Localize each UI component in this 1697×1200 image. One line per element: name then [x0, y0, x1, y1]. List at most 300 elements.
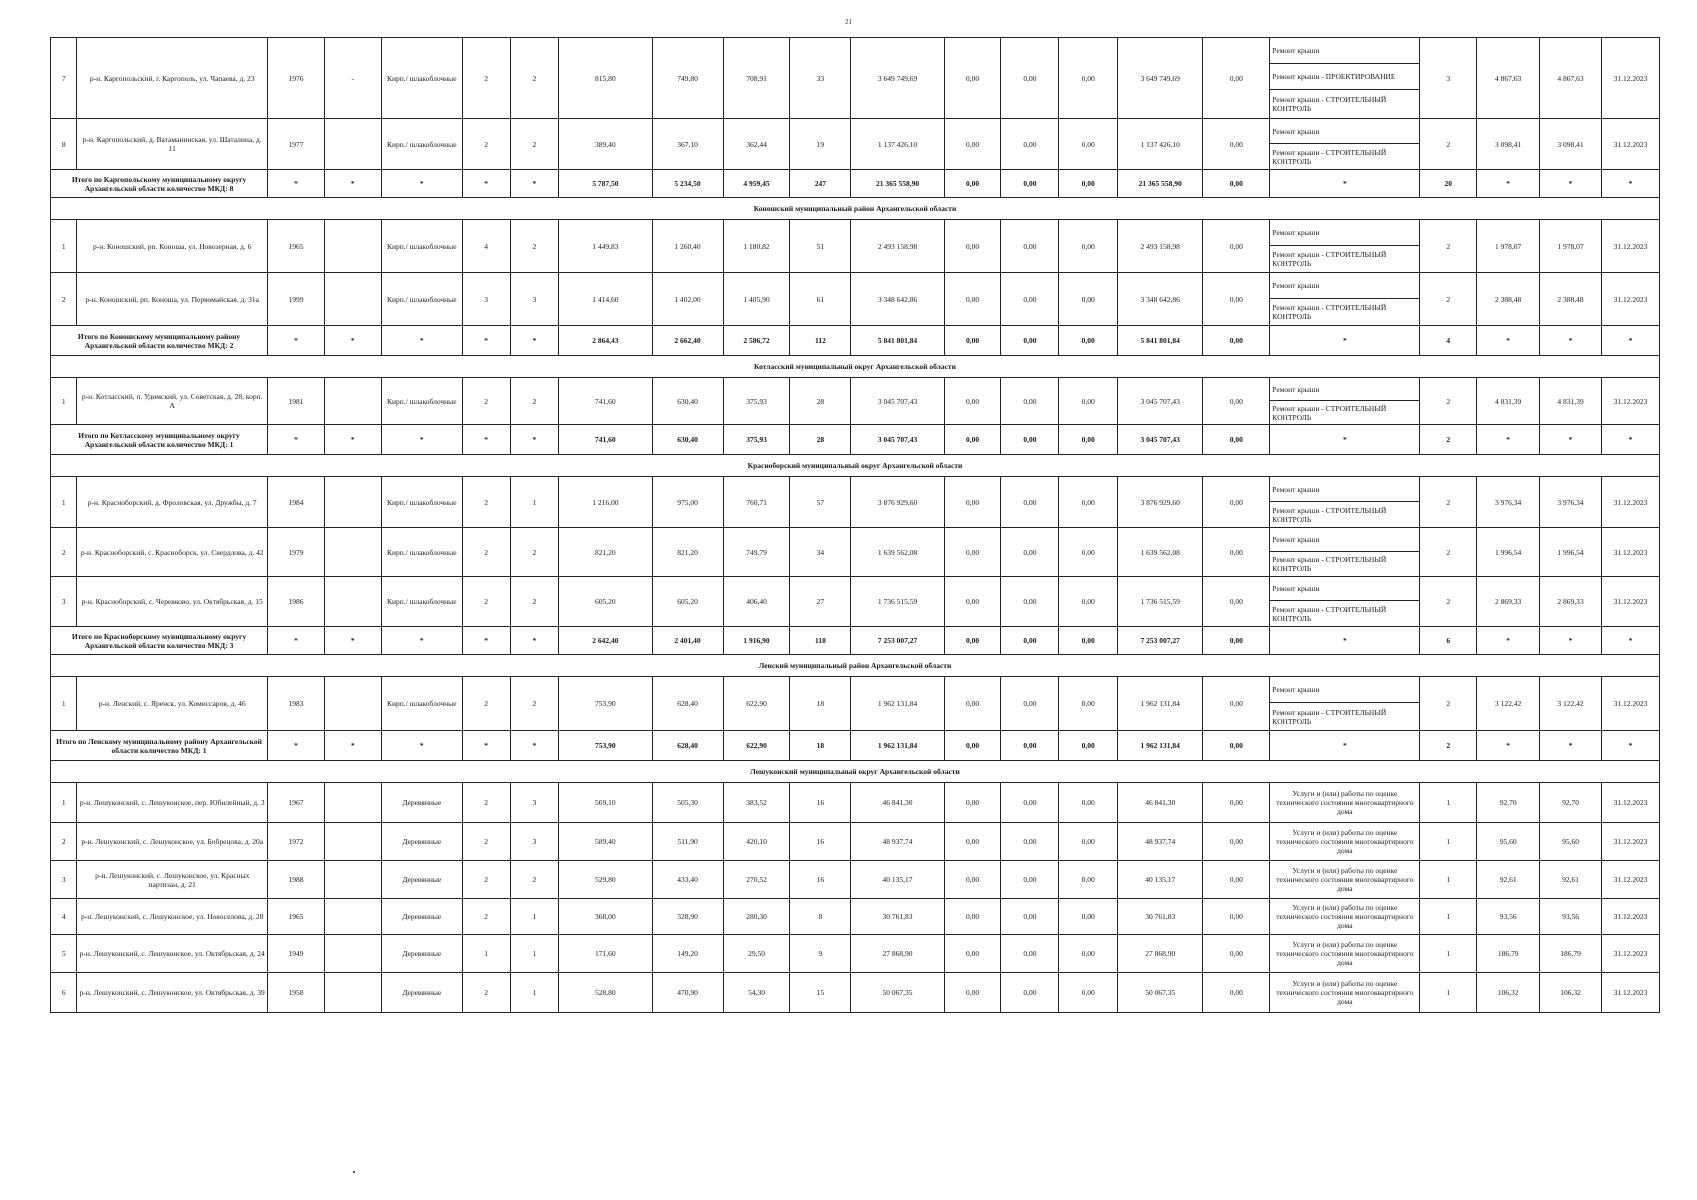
entrances-cell: 1 — [510, 935, 559, 973]
row-number: 3 — [51, 577, 77, 627]
fund-1-cell: 0,00 — [944, 861, 1001, 899]
year-cell: 1958 — [268, 973, 325, 1013]
table-row — [51, 220, 1660, 273]
fund-1-cell: 0,00 — [944, 326, 1001, 356]
fund-3-cell: 0,00 — [1059, 627, 1118, 655]
placeholder-cell: * — [381, 170, 462, 198]
fund-3-cell: 0,00 — [1059, 425, 1118, 455]
cost-cell: 5 841 801,84 — [851, 326, 944, 356]
section-header-row — [51, 761, 1660, 783]
works-cell: Услуги и (или) работы по оценке технического состояния многоквартирного дома — [1270, 899, 1420, 935]
fund-5-cell: 0,00 — [1203, 861, 1270, 899]
residents-cell: 8 — [790, 899, 851, 935]
address-cell: р-н. Лешуконский, с. Лешуконское, ул. Октябрьская, д. 39 — [77, 973, 268, 1013]
fund-4-cell: 1 962 131,84 — [1118, 677, 1203, 731]
mark-cell — [324, 935, 381, 973]
fund-4-cell: 5 841 801,84 — [1118, 326, 1203, 356]
residents-cell: 57 — [790, 477, 851, 528]
max-price-cell: 95,60 — [1540, 823, 1602, 861]
fund-5-cell: 0,00 — [1203, 425, 1270, 455]
unit-price-cell: 92,70 — [1477, 783, 1540, 823]
section-header-row — [51, 655, 1660, 677]
fund-1-cell: 0,00 — [944, 170, 1001, 198]
cost-cell: 1 137 426,10 — [851, 119, 944, 170]
row-number: 3 — [51, 861, 77, 899]
fund-1-cell: 0,00 — [944, 378, 1001, 425]
address-cell: р-н. Лешуконский, с. Лешуконское, ул. Красных партизан, д. 21 — [77, 861, 268, 899]
max-price-cell: 3 122,42 — [1540, 677, 1602, 731]
work-count-cell: 2 — [1420, 119, 1477, 170]
address-cell: р-н. Лешуконский, с. Лешуконское, ул. Новоселова, д. 28 — [77, 899, 268, 935]
fund-1-cell: 0,00 — [944, 577, 1001, 627]
placeholder-cell: * — [1270, 326, 1420, 356]
work-count-cell: 1 — [1420, 861, 1477, 899]
entrances-cell: 2 — [510, 861, 559, 899]
capital-repair-table — [50, 37, 1660, 1013]
fund-2-cell: 0,00 — [1001, 783, 1059, 823]
fund-4-cell: 21 365 558,90 — [1118, 170, 1203, 198]
owned-area-cell: 2 586,72 — [723, 326, 790, 356]
fund-1-cell: 0,00 — [944, 220, 1001, 273]
cost-cell: 21 365 558,90 — [851, 170, 944, 198]
address-cell: р-н. Красноборский, д. Фроловская, ул. Дружбы, д. 7 — [77, 477, 268, 528]
works-cell — [1270, 38, 1420, 119]
fund-3-cell: 0,00 — [1059, 577, 1118, 627]
fund-2-cell: 0,00 — [1001, 973, 1059, 1013]
walls-cell: Кирп./ шлакоблочные — [381, 273, 462, 326]
works-cell — [1270, 119, 1420, 170]
walls-cell: Деревянные — [381, 899, 462, 935]
total-label: Итого по Ленскому муниципальному району Архангельской области количество МКД: 1 — [51, 731, 268, 761]
year-cell: 1972 — [268, 823, 325, 861]
cost-cell: 3 649 749,69 — [851, 38, 944, 119]
unit-price-cell: 4 867,63 — [1477, 38, 1540, 119]
section-title: Котласский муниципальный округ Архангельской области — [51, 356, 1660, 378]
owned-area-cell: 383,52 — [723, 783, 790, 823]
max-price-cell: 2 869,33 — [1540, 577, 1602, 627]
owned-area-cell: 420,10 — [723, 823, 790, 861]
fund-3-cell: 0,00 — [1059, 731, 1118, 761]
mark-cell — [324, 899, 381, 935]
floors-cell: 2 — [462, 477, 510, 528]
fund-1-cell: 0,00 — [944, 627, 1001, 655]
placeholder-cell: * — [1601, 627, 1659, 655]
table-row — [51, 119, 1660, 170]
residents-cell: 19 — [790, 119, 851, 170]
total-area-cell: 821,20 — [559, 528, 652, 577]
deadline-cell: 31.12.2023 — [1601, 861, 1659, 899]
deadline-cell: 31.12.2023 — [1601, 577, 1659, 627]
works-cell: Услуги и (или) работы по оценке технического состояния многоквартирного дома — [1270, 783, 1420, 823]
address-cell: р-н. Коношский, рп. Коноша, ул. Первомайская, д. 31а — [77, 273, 268, 326]
living-area-cell: 511,90 — [652, 823, 723, 861]
total-label: Итого по Красноборскому муниципальному округу Архангельской области количество МКД: 3 — [51, 627, 268, 655]
cost-cell: 3 876 929,60 — [851, 477, 944, 528]
fund-2-cell: 0,00 — [1001, 861, 1059, 899]
placeholder-cell: * — [1540, 425, 1602, 455]
entrances-cell: 1 — [510, 973, 559, 1013]
residents-cell: 18 — [790, 677, 851, 731]
fund-5-cell: 0,00 — [1203, 783, 1270, 823]
fund-1-cell: 0,00 — [944, 899, 1001, 935]
placeholder-cell: * — [1540, 326, 1602, 356]
mark-cell — [324, 378, 381, 425]
entrances-cell: 2 — [510, 38, 559, 119]
living-area-cell: 628,40 — [652, 731, 723, 761]
fund-4-cell: 3 876 929,60 — [1118, 477, 1203, 528]
fund-3-cell: 0,00 — [1059, 861, 1118, 899]
entrances-cell: 2 — [510, 220, 559, 273]
year-cell: 1999 — [268, 273, 325, 326]
work-item: Ремонт крыши - СТРОИТЕЛЬНЫЙ КОНТРОЛЬ — [1272, 147, 1387, 166]
max-price-cell: 106,32 — [1540, 973, 1602, 1013]
placeholder-cell: * — [268, 326, 325, 356]
row-number: 1 — [51, 677, 77, 731]
year-cell: 1965 — [268, 899, 325, 935]
fund-5-cell: 0,00 — [1203, 273, 1270, 326]
year-cell: 1965 — [268, 220, 325, 273]
total-row — [51, 627, 1660, 655]
owned-area-cell: 622,90 — [723, 731, 790, 761]
placeholder-cell: * — [1270, 731, 1420, 761]
placeholder-cell: * — [1601, 425, 1659, 455]
work-item: Ремонт крыши — [1270, 577, 1419, 601]
address-cell: р-н. Лешуконский, с. Лешуконское, ул. Октябрьская, д. 24 — [77, 935, 268, 973]
unit-price-cell: 4 831,39 — [1477, 378, 1540, 425]
placeholder-cell: * — [324, 627, 381, 655]
fund-2-cell: 0,00 — [1001, 38, 1059, 119]
deadline-cell: 31.12.2023 — [1601, 220, 1659, 273]
living-area-cell: 630,40 — [652, 425, 723, 455]
floors-cell: 2 — [462, 577, 510, 627]
fund-5-cell: 0,00 — [1203, 677, 1270, 731]
residents-cell: 16 — [790, 823, 851, 861]
fund-4-cell: 1 639 562,08 — [1118, 528, 1203, 577]
placeholder-cell: * — [268, 627, 325, 655]
total-area-cell: 1 414,60 — [559, 273, 652, 326]
deadline-cell: 31.12.2023 — [1601, 273, 1659, 326]
living-area-cell: 433,40 — [652, 861, 723, 899]
total-area-cell: 741,60 — [559, 378, 652, 425]
work-count-cell: 1 — [1420, 783, 1477, 823]
residents-cell: 61 — [790, 273, 851, 326]
work-count-cell: 6 — [1420, 627, 1477, 655]
unit-price-cell: 1 978,07 — [1477, 220, 1540, 273]
section-title: Ленский муниципальный район Архангельской области — [51, 655, 1660, 677]
floors-cell: 4 — [462, 220, 510, 273]
fund-3-cell: 0,00 — [1059, 823, 1118, 861]
floors-cell: 3 — [462, 273, 510, 326]
owned-area-cell: 622,90 — [723, 677, 790, 731]
fund-2-cell: 0,00 — [1001, 477, 1059, 528]
work-count-cell: 2 — [1420, 477, 1477, 528]
fund-2-cell: 0,00 — [1001, 677, 1059, 731]
owned-area-cell: 362,44 — [723, 119, 790, 170]
fund-5-cell: 0,00 — [1203, 170, 1270, 198]
floors-cell: 2 — [462, 861, 510, 899]
fund-3-cell: 0,00 — [1059, 170, 1118, 198]
address-cell: р-н. Каргопольский, г. Каргополь, ул. Чапаева, д. 23 — [77, 38, 268, 119]
total-area-cell: 529,80 — [559, 861, 652, 899]
total-area-cell: 589,40 — [559, 823, 652, 861]
mark-cell — [324, 823, 381, 861]
fund-1-cell: 0,00 — [944, 119, 1001, 170]
fund-4-cell: 50 067,35 — [1118, 973, 1203, 1013]
work-item: Ремонт крыши - СТРОИТЕЛЬНЫЙ КОНТРОЛЬ — [1272, 303, 1387, 321]
max-price-cell: 93,56 — [1540, 899, 1602, 935]
cost-cell: 2 493 158,98 — [851, 220, 944, 273]
walls-cell: Деревянные — [381, 973, 462, 1013]
table-row — [51, 973, 1660, 1013]
cost-cell: 1 962 131,84 — [851, 731, 944, 761]
fund-3-cell: 0,00 — [1059, 477, 1118, 528]
max-price-cell: 3 098,41 — [1540, 119, 1602, 170]
year-cell: 1977 — [268, 119, 325, 170]
works-cell: Услуги и (или) работы по оценке технического состояния многоквартирного дома — [1270, 973, 1420, 1013]
fund-5-cell: 0,00 — [1203, 823, 1270, 861]
fund-4-cell: 3 348 642,86 — [1118, 273, 1203, 326]
total-area-cell: 741,60 — [559, 425, 652, 455]
work-item: Ремонт крыши — [1270, 38, 1419, 64]
fund-1-cell: 0,00 — [944, 677, 1001, 731]
year-cell: 1988 — [268, 861, 325, 899]
residents-cell: 15 — [790, 973, 851, 1013]
floors-cell: 2 — [462, 528, 510, 577]
total-row — [51, 326, 1660, 356]
work-count-cell: 2 — [1420, 677, 1477, 731]
mark-cell — [324, 119, 381, 170]
floors-cell: 1 — [462, 935, 510, 973]
row-number: 6 — [51, 973, 77, 1013]
fund-4-cell: 1 962 131,84 — [1118, 731, 1203, 761]
floors-cell: 2 — [462, 119, 510, 170]
fund-5-cell: 0,00 — [1203, 220, 1270, 273]
owned-area-cell: 749,79 — [723, 528, 790, 577]
work-item: Ремонт крыши — [1270, 119, 1419, 144]
work-count-cell: 2 — [1420, 378, 1477, 425]
fund-2-cell: 0,00 — [1001, 326, 1059, 356]
owned-area-cell: 270,52 — [723, 861, 790, 899]
residents-cell: 118 — [790, 627, 851, 655]
entrances-cell: 2 — [510, 528, 559, 577]
total-area-cell: 605,20 — [559, 577, 652, 627]
living-area-cell: 470,90 — [652, 973, 723, 1013]
cost-cell: 7 253 007,27 — [851, 627, 944, 655]
placeholder-cell: * — [1477, 170, 1540, 198]
works-cell: Услуги и (или) работы по оценке технического состояния многоквартирного дома — [1270, 861, 1420, 899]
placeholder-cell: * — [1601, 170, 1659, 198]
owned-area-cell: 280,30 — [723, 899, 790, 935]
owned-area-cell: 1 405,90 — [723, 273, 790, 326]
placeholder-cell: * — [510, 170, 559, 198]
placeholder-cell: * — [462, 170, 510, 198]
floors-cell: 2 — [462, 783, 510, 823]
work-count-cell: 20 — [1420, 170, 1477, 198]
cost-cell: 3 348 642,86 — [851, 273, 944, 326]
unit-price-cell: 106,32 — [1477, 973, 1540, 1013]
placeholder-cell: * — [510, 627, 559, 655]
placeholder-cell: * — [1540, 731, 1602, 761]
fund-4-cell: 40 135,17 — [1118, 861, 1203, 899]
table-row — [51, 823, 1660, 861]
floors-cell: 2 — [462, 899, 510, 935]
entrances-cell: 1 — [510, 477, 559, 528]
unit-price-cell: 2 388,48 — [1477, 273, 1540, 326]
section-header-row — [51, 356, 1660, 378]
fund-5-cell: 0,00 — [1203, 326, 1270, 356]
table-row — [51, 378, 1660, 425]
fund-3-cell: 0,00 — [1059, 220, 1118, 273]
work-item: Ремонт крыши - СТРОИТЕЛЬНЫЙ КОНТРОЛЬ — [1272, 604, 1387, 623]
floors-cell: 2 — [462, 677, 510, 731]
placeholder-cell: * — [324, 326, 381, 356]
year-cell: 1983 — [268, 677, 325, 731]
fund-4-cell: 30 761,83 — [1118, 899, 1203, 935]
work-count-cell: 2 — [1420, 425, 1477, 455]
works-cell — [1270, 378, 1420, 425]
cost-cell: 46 841,30 — [851, 783, 944, 823]
fund-3-cell: 0,00 — [1059, 273, 1118, 326]
works-cell — [1270, 528, 1420, 577]
entrances-cell: 2 — [510, 378, 559, 425]
address-cell: р-н. Красноборский, с. Красноборск, ул. Свердлова, д. 42 — [77, 528, 268, 577]
walls-cell: Кирп./ шлакоблочные — [381, 677, 462, 731]
row-number: 1 — [51, 477, 77, 528]
page-number: 21 — [845, 18, 852, 26]
row-number: 1 — [51, 378, 77, 425]
placeholder-cell: * — [268, 425, 325, 455]
unit-price-cell: 3 976,34 — [1477, 477, 1540, 528]
fund-3-cell: 0,00 — [1059, 378, 1118, 425]
section-header-row — [51, 198, 1660, 220]
owned-area-cell: 708,91 — [723, 38, 790, 119]
fund-5-cell: 0,00 — [1203, 899, 1270, 935]
row-number: 7 — [51, 38, 77, 119]
entrances-cell: 3 — [510, 783, 559, 823]
fund-1-cell: 0,00 — [944, 477, 1001, 528]
mark-cell — [324, 677, 381, 731]
table-row — [51, 677, 1660, 731]
living-area-cell: 630,40 — [652, 378, 723, 425]
fund-5-cell: 0,00 — [1203, 378, 1270, 425]
mark-cell — [324, 273, 381, 326]
placeholder-cell: * — [324, 731, 381, 761]
living-area-cell: 749,80 — [652, 38, 723, 119]
living-area-cell: 2 401,40 — [652, 627, 723, 655]
year-cell: 1967 — [268, 783, 325, 823]
work-item: Ремонт крыши — [1270, 378, 1419, 401]
entrances-cell: 2 — [510, 119, 559, 170]
table-row — [51, 899, 1660, 935]
section-header-row — [51, 455, 1660, 477]
year-cell: 1986 — [268, 577, 325, 627]
total-label: Итого по Каргопольскому муниципальному округу Архангельской области количество МКД: 8 — [51, 170, 268, 198]
fund-3-cell: 0,00 — [1059, 973, 1118, 1013]
mark-cell — [324, 477, 381, 528]
section-title: Лешуконский муниципальный округ Архангельской области — [51, 761, 1660, 783]
mark-cell — [324, 973, 381, 1013]
placeholder-cell: * — [1601, 326, 1659, 356]
fund-2-cell: 0,00 — [1001, 273, 1059, 326]
placeholder-cell: * — [1270, 425, 1420, 455]
fund-1-cell: 0,00 — [944, 731, 1001, 761]
placeholder-cell: * — [510, 326, 559, 356]
fund-5-cell: 0,00 — [1203, 935, 1270, 973]
placeholder-cell: * — [1540, 170, 1602, 198]
total-label: Итого по Котласскому муниципальному округу Архангельской области количество МКД: 1 — [51, 425, 268, 455]
section-title: Красноборский муниципальный округ Архангельской области — [51, 455, 1660, 477]
work-count-cell: 2 — [1420, 273, 1477, 326]
table-row — [51, 861, 1660, 899]
row-number: 1 — [51, 220, 77, 273]
owned-area-cell: 760,71 — [723, 477, 790, 528]
fund-2-cell: 0,00 — [1001, 528, 1059, 577]
placeholder-cell: * — [268, 170, 325, 198]
total-area-cell: 569,10 — [559, 783, 652, 823]
works-cell — [1270, 477, 1420, 528]
total-area-cell: 2 642,40 — [559, 627, 652, 655]
works-cell — [1270, 677, 1420, 731]
deadline-cell: 31.12.2023 — [1601, 899, 1659, 935]
mark-cell — [324, 783, 381, 823]
work-item: Ремонт крыши - СТРОИТЕЛЬНЫЙ КОНТРОЛЬ — [1272, 505, 1387, 524]
fund-2-cell: 0,00 — [1001, 823, 1059, 861]
living-area-cell: 2 662,40 — [652, 326, 723, 356]
fund-5-cell: 0,00 — [1203, 577, 1270, 627]
scan-speck — [353, 1171, 355, 1173]
max-price-cell: 4 831,39 — [1540, 378, 1602, 425]
walls-cell: Кирп./ шлакоблочные — [381, 477, 462, 528]
unit-price-cell: 93,56 — [1477, 899, 1540, 935]
cost-cell: 27 868,90 — [851, 935, 944, 973]
total-area-cell: 753,90 — [559, 677, 652, 731]
fund-3-cell: 0,00 — [1059, 935, 1118, 973]
fund-5-cell: 0,00 — [1203, 731, 1270, 761]
deadline-cell: 31.12.2023 — [1601, 38, 1659, 119]
total-area-cell: 1 216,00 — [559, 477, 652, 528]
living-area-cell: 149,20 — [652, 935, 723, 973]
total-area-cell: 5 787,50 — [559, 170, 652, 198]
work-count-cell: 1 — [1420, 973, 1477, 1013]
work-count-cell: 3 — [1420, 38, 1477, 119]
fund-1-cell: 0,00 — [944, 935, 1001, 973]
cost-cell: 30 761,83 — [851, 899, 944, 935]
fund-1-cell: 0,00 — [944, 425, 1001, 455]
works-cell: Услуги и (или) работы по оценке технического состояния многоквартирного дома — [1270, 935, 1420, 973]
walls-cell: Кирп./ шлакоблочные — [381, 528, 462, 577]
table-row — [51, 273, 1660, 326]
deadline-cell: 31.12.2023 — [1601, 783, 1659, 823]
placeholder-cell: * — [1477, 326, 1540, 356]
address-cell: р-н. Каргопольский, д. Ватаманинская, ул. Шаталина, д. 11 — [77, 119, 268, 170]
cost-cell: 1 736 515,59 — [851, 577, 944, 627]
fund-2-cell: 0,00 — [1001, 935, 1059, 973]
mark-cell: - — [324, 38, 381, 119]
work-item: Ремонт крыши — [1270, 220, 1419, 246]
deadline-cell: 31.12.2023 — [1601, 935, 1659, 973]
work-count-cell: 1 — [1420, 899, 1477, 935]
residents-cell: 16 — [790, 861, 851, 899]
row-number: 8 — [51, 119, 77, 170]
floors-cell: 2 — [462, 973, 510, 1013]
fund-5-cell: 0,00 — [1203, 627, 1270, 655]
year-cell: 1981 — [268, 378, 325, 425]
walls-cell: Деревянные — [381, 861, 462, 899]
max-price-cell: 4 867,63 — [1540, 38, 1602, 119]
total-label: Итого по Коношскому муниципальному району Архангельской области количество МКД: 2 — [51, 326, 268, 356]
fund-3-cell: 0,00 — [1059, 38, 1118, 119]
work-count-cell: 2 — [1420, 731, 1477, 761]
